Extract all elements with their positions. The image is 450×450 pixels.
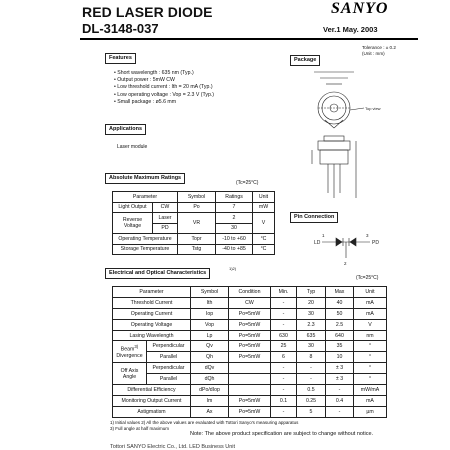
table-cell: Perpendicular [147, 363, 191, 374]
table-cell: Light Output [113, 202, 153, 213]
group-label: Angle [122, 373, 137, 380]
top-view-label: Top view [365, 106, 381, 111]
table-cell: mA [354, 308, 387, 319]
table-cell: 0.25 [297, 395, 326, 406]
footnote-ref: 3) [134, 344, 139, 350]
table-row [113, 297, 387, 308]
table-row [113, 385, 387, 396]
table-cell: Topr [178, 234, 216, 245]
table-cell: Parallel [147, 374, 191, 385]
table-cell: Po=5mW [229, 308, 271, 319]
feature-item: • Low operating voltage : Vop = 2.3 V (Typ.) [114, 92, 214, 99]
table-cell: Threshold Current [113, 297, 191, 308]
table-cell: 10 [326, 352, 354, 363]
table-cell: 0.1 [271, 395, 297, 406]
table-row [113, 330, 387, 341]
table-row [113, 363, 387, 374]
version-date: Ver.1 May. 2003 [323, 25, 378, 34]
table-row [113, 374, 387, 385]
table-cell: ° [354, 363, 387, 374]
abs-max-heading: Absolute Maximum Ratings [105, 173, 185, 184]
document-title: RED LASER DIODE [82, 4, 213, 20]
table-cell: 8 [297, 352, 326, 363]
table-cell: ± 3 [326, 363, 354, 374]
table-cell: Vop [191, 319, 229, 330]
pin-1-label: 1 [322, 233, 325, 238]
table-cell: Parallel [147, 352, 191, 363]
table-cell: Po=5mW [229, 406, 271, 417]
group-label: Off Axis [120, 367, 139, 374]
table-cell: ° [354, 352, 387, 363]
features-list [114, 70, 214, 106]
table-cell: mA [354, 297, 387, 308]
table-cell: Im [191, 395, 229, 406]
table-cell: 0.5 [297, 385, 326, 396]
header-rule [80, 38, 418, 40]
table-cell: Po [178, 202, 216, 213]
table-cell: Ith [191, 297, 229, 308]
table-cell: 6 [271, 352, 297, 363]
feature-item: • Output power : 5mW CW [114, 77, 214, 84]
table-row [113, 244, 275, 255]
header-cell: Parameter [113, 192, 178, 203]
table-cell: 40 [326, 297, 354, 308]
table-cell: - [271, 319, 297, 330]
table-cell: Differential Efficiency [113, 385, 191, 396]
table-cell: 630 [271, 330, 297, 341]
table-cell: V [253, 213, 275, 234]
table-cell: - [326, 406, 354, 417]
table-row [113, 202, 275, 213]
table-cell: 2.5 [326, 319, 354, 330]
table-cell: VR [178, 213, 216, 234]
table-cell: nm [354, 330, 387, 341]
table-cell: µm [354, 406, 387, 417]
table-cell: Po=5mW [229, 341, 271, 352]
table-cell: 640 [326, 330, 354, 341]
table-cell: Perpendicular [147, 341, 191, 352]
table-cell: °C [253, 244, 275, 255]
group-label: Beam [120, 347, 135, 354]
header-cell: Symbol [178, 192, 216, 203]
ld-label: LD [314, 240, 321, 246]
table-cell: °C [253, 234, 275, 245]
table-cell: -40 to +85 [216, 244, 253, 255]
table-cell: Reverse Voltage [113, 213, 153, 234]
table-header-row [113, 192, 275, 203]
table-cell: Po=5mW [229, 352, 271, 363]
table-cell: Qh [191, 352, 229, 363]
table-cell: mA [354, 395, 387, 406]
feature-item: • Low threshold current : Ith = 20 mA (Typ.) [114, 84, 214, 91]
table-cell: Ax [191, 406, 229, 417]
table-row [113, 406, 387, 417]
table-cell: Lasing Wavelength [113, 330, 191, 341]
table-cell: 30 [216, 223, 253, 234]
package-heading: Package [290, 55, 320, 66]
header-cell: Unit [253, 192, 275, 203]
table-cell: dPo/dIop [191, 385, 229, 396]
table-cell: ° [354, 374, 387, 385]
package-drawing [292, 58, 392, 208]
table-cell: 0.4 [326, 395, 354, 406]
header-cell: Condition [229, 287, 271, 298]
table-cell: Po=5mW [229, 395, 271, 406]
pin-connection-heading: Pin Connection [290, 212, 338, 223]
header-cell: Ratings [216, 192, 253, 203]
table-cell: Monitoring Output Current [113, 395, 191, 406]
table-row [113, 352, 387, 363]
eoc-table [112, 286, 387, 418]
table-cell: Po=5mW [229, 330, 271, 341]
table-header-row [113, 287, 387, 298]
pin-2-label: 2 [344, 261, 347, 266]
table-cell: Operating Current [113, 308, 191, 319]
table-cell: Po=5mW [229, 319, 271, 330]
table-row [113, 319, 387, 330]
table-cell: Storage Temperature [113, 244, 178, 255]
model-number: DL-3148-037 [82, 21, 159, 36]
eoc-footnote-ref: 1)2) [229, 266, 237, 271]
group-label: Divergence [116, 353, 143, 360]
table-cell [229, 363, 271, 374]
table-cell: V [354, 319, 387, 330]
table-cell: - [271, 363, 297, 374]
table-cell [229, 374, 271, 385]
eoc-heading: Electrical and Optical Characteristics [105, 268, 210, 279]
applications-text: Laser module [117, 144, 148, 150]
note-line-3: Note: The above product specification are subject to change without notice. [190, 431, 374, 437]
table-cell: 50 [326, 308, 354, 319]
table-row [113, 395, 387, 406]
features-heading: Features [105, 53, 136, 64]
table-cell: - [271, 297, 297, 308]
table-cell: ° [354, 341, 387, 352]
table-cell: mW [253, 202, 275, 213]
table-cell: 20 [297, 297, 326, 308]
table-cell: Qv [191, 341, 229, 352]
table-cell: 25 [271, 341, 297, 352]
pd-label: PD [372, 240, 379, 246]
sanyo-logo: SANYO [331, 0, 389, 17]
table-cell [113, 341, 147, 363]
table-cell: Laser [153, 213, 178, 224]
header-cell: Parameter [113, 287, 191, 298]
table-cell: - [297, 363, 326, 374]
table-cell: - [271, 406, 297, 417]
table-cell: PD [153, 223, 178, 234]
table-cell: Lp [191, 330, 229, 341]
tolerance-note [362, 45, 396, 57]
table-cell: 2 [216, 213, 253, 224]
header-cell: Typ [297, 287, 326, 298]
table-cell: ± 3 [326, 374, 354, 385]
abs-max-condition: (Tc=25°C) [236, 180, 259, 186]
applications-heading: Applications [105, 124, 146, 135]
unit-text: (Unit : mm) [362, 51, 385, 56]
table-cell [229, 385, 271, 396]
table-cell: 2.3 [297, 319, 326, 330]
table-cell: CW [153, 202, 178, 213]
header-cell: Max [326, 287, 354, 298]
table-row [113, 341, 387, 352]
feature-item: • Small package : ø5.6 mm [114, 99, 214, 106]
table-row [113, 213, 275, 224]
feature-item: • Short wavelength : 635 nm (Typ.) [114, 70, 214, 77]
table-cell: -10 to +60 [216, 234, 253, 245]
table-cell: Tstg [178, 244, 216, 255]
table-cell: dQv [191, 363, 229, 374]
pin-connection-diagram [312, 228, 382, 270]
note-line-2: 3) Full angle at half maximum [110, 426, 170, 431]
table-cell: - [297, 374, 326, 385]
table-cell: - [271, 385, 297, 396]
header-cell: Min. [271, 287, 297, 298]
pin-3-label: 3 [366, 233, 369, 238]
table-cell: 35 [326, 341, 354, 352]
table-cell: - [326, 385, 354, 396]
table-cell: CW [229, 297, 271, 308]
header-cell: Unit [354, 287, 387, 298]
table-cell: Operating Temperature [113, 234, 178, 245]
table-cell: 30 [297, 308, 326, 319]
table-cell: Iop [191, 308, 229, 319]
table-cell: 30 [297, 341, 326, 352]
table-cell: - [271, 374, 297, 385]
table-cell: 5 [297, 406, 326, 417]
table-cell: 635 [297, 330, 326, 341]
footer-text: Tottori SANYO Electric Co., Ltd. LED Business Unit [110, 444, 236, 450]
table-cell: 7 [216, 202, 253, 213]
table-cell: mW/mA [354, 385, 387, 396]
table-cell: Operating Voltage [113, 319, 191, 330]
eoc-condition: (Tc=25°C) [356, 275, 379, 281]
table-cell: - [271, 308, 297, 319]
header-cell: Symbol [191, 287, 229, 298]
table-cell: dQh [191, 374, 229, 385]
abs-max-table [112, 191, 275, 255]
tolerance-text: Tolerance : ± 0.2 [362, 45, 396, 50]
table-row [113, 234, 275, 245]
table-row [113, 308, 387, 319]
note-line-1: 1) Initial values 2) All the above values are evaluated with Tottori Sanyo's measuring apparatus [110, 420, 299, 425]
table-cell [113, 363, 147, 385]
table-cell: Astigmatism [113, 406, 191, 417]
